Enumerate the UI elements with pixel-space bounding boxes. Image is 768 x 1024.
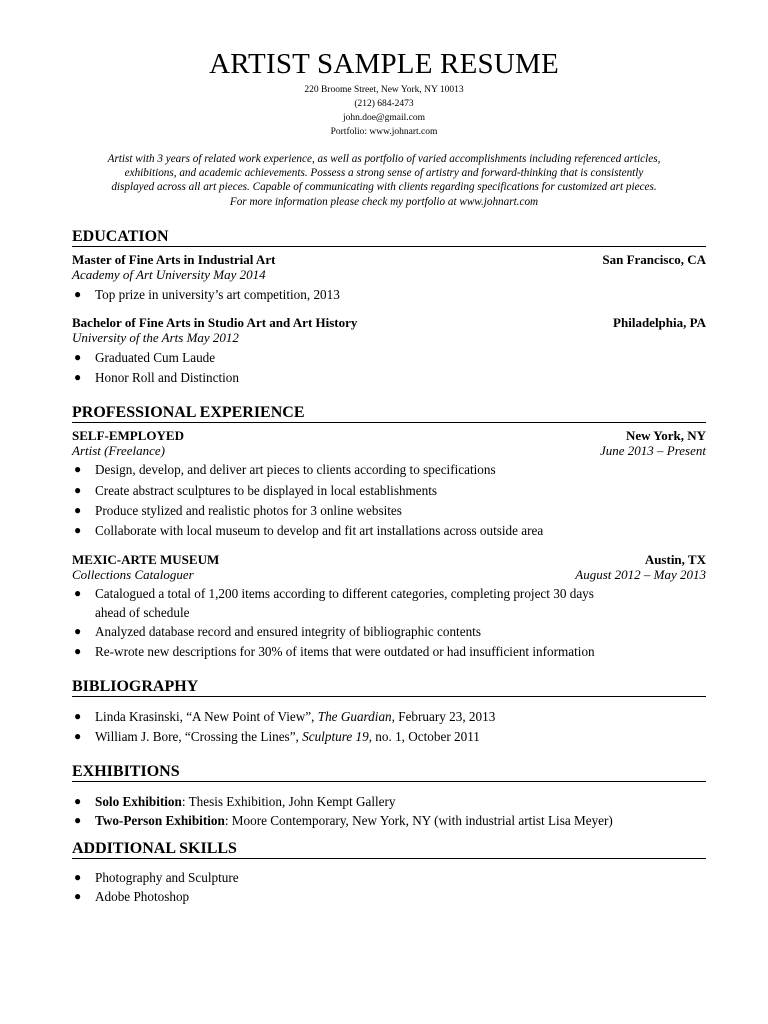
- job-dates: August 2012 – May 2013: [575, 567, 706, 582]
- job-dates: June 2013 – Present: [599, 443, 706, 458]
- bullet-icon: ●: [74, 870, 82, 884]
- degree-title: Master of Fine Arts in Industrial Art: [72, 252, 276, 267]
- list-item-text: Honor Roll and Distinction: [95, 370, 239, 385]
- list-item-text: Collaborate with local museum to develop and fit art installations across outside area: [95, 523, 544, 538]
- contact-address: 220 Broome Street, New York, NY 10013: [304, 85, 464, 95]
- job-role: Artist (Freelance): [72, 443, 166, 458]
- job-role: Collections Cataloguer: [72, 567, 194, 582]
- bullet-icon: ●: [74, 644, 82, 658]
- skill-text: Photography and Sculpture: [95, 870, 239, 885]
- bullet-icon: ●: [74, 813, 82, 827]
- bullet-icon: ●: [74, 523, 82, 537]
- contact-portfolio: Portfolio: www.johnart.com: [330, 127, 438, 137]
- exhibition-type: Two-Person Exhibition: [95, 813, 225, 828]
- citation-text: [95, 707, 695, 726]
- list-item-text: Catalogued a total of 1,200 items according to different categories, completing project 30 days: [95, 586, 594, 601]
- exhibition-type: Solo Exhibition: [95, 794, 182, 809]
- bullet-icon: ●: [74, 794, 82, 808]
- list-item-text: Analyzed database record and ensured integrity of bibliographic contents: [95, 624, 481, 639]
- exhibition-text: [95, 792, 695, 811]
- bullet-icon: ●: [74, 350, 82, 364]
- list-item-text: Design, develop, and deliver art pieces to clients according to specifications: [95, 462, 496, 477]
- section-heading-experience: PROFESSIONAL EXPERIENCE: [72, 404, 706, 423]
- section-heading-education: EDUCATION: [72, 228, 706, 247]
- section-heading-skills: ADDITIONAL SKILLS: [72, 840, 706, 859]
- employer-name: MEXIC-ARTE MUSEUM: [72, 552, 220, 567]
- citation-publication: Sculpture 19: [302, 729, 369, 744]
- skill-text: Adobe Photoshop: [95, 889, 190, 904]
- bullet-icon: ●: [74, 709, 82, 723]
- section-heading-exhibitions: EXHIBITIONS: [72, 763, 706, 782]
- contact-email: john.doe@gmail.com: [342, 113, 426, 123]
- exhibition-details: : Thesis Exhibition, John Kempt Gallery: [181, 794, 396, 809]
- education-location: San Francisco, CA: [602, 252, 706, 267]
- bullet-icon: ●: [74, 586, 82, 600]
- resume-title: ARTIST SAMPLE RESUME: [209, 48, 559, 80]
- employer-name: SELF-EMPLOYED: [72, 428, 184, 443]
- citation-text: [95, 727, 695, 746]
- exhibition-text: [95, 811, 695, 830]
- summary-paragraph: [62, 152, 706, 209]
- exhibition-details: : Moore Contemporary, New York, NY (with industrial artist Lisa Meyer): [224, 813, 613, 828]
- summary-line: Artist with 3 years of related work experience, as well as portfolio of varied accomplishments including referenced articles,: [107, 153, 661, 165]
- degree-title: Bachelor of Fine Arts in Studio Art and Art History: [72, 315, 358, 330]
- bullet-icon: ●: [74, 624, 82, 638]
- bullet-icon: ●: [74, 483, 82, 497]
- list-item-text: Top prize in university’s art competition, 2013: [95, 287, 340, 302]
- summary-line: exhibitions, and academic achievements. Possess a strong sense of artistry and forward-thinking that is consistently: [124, 167, 644, 180]
- list-item-text: Graduated Cum Laude: [95, 350, 216, 365]
- school-and-date: University of the Arts May 2012: [72, 330, 239, 345]
- bullet-icon: ●: [74, 503, 82, 517]
- citation-author-title: Linda Krasinski, “A New Point of View”,: [95, 709, 318, 724]
- citation-date: February 23, 2013: [394, 709, 496, 724]
- job-location: New York, NY: [625, 428, 706, 443]
- list-item-text: Re-wrote new descriptions for 30% of items that were outdated or had insufficient information: [95, 644, 595, 659]
- bullet-icon: ●: [74, 462, 82, 476]
- list-item-text: Create abstract sculptures to be displayed in local establishments: [95, 483, 438, 498]
- list-item-text: Produce stylized and realistic photos for 3 online websites: [95, 503, 402, 518]
- bullet-icon: ●: [74, 889, 82, 903]
- summary-line: For more information please check my portfolio at www.johnart.com: [229, 195, 539, 208]
- school-and-date: Academy of Art University May 2014: [72, 267, 266, 282]
- citation-date: , no. 1, October 2011: [368, 729, 480, 744]
- education-location: Philadelphia, PA: [613, 315, 706, 330]
- contact-phone: (212) 684-2473: [354, 99, 414, 109]
- bullet-icon: ●: [74, 729, 82, 743]
- list-item-text-continued: ahead of schedule: [95, 605, 190, 620]
- citation-publication: The Guardian,: [317, 709, 395, 724]
- section-heading-bibliography: BIBLIOGRAPHY: [72, 678, 706, 697]
- citation-author-title: William J. Bore, “Crossing the Lines”,: [95, 729, 303, 744]
- bullet-icon: ●: [74, 287, 82, 301]
- bullet-icon: ●: [74, 370, 82, 384]
- job-location: Austin, TX: [644, 552, 706, 567]
- summary-line: displayed across all art pieces. Capable of communicating with clients regarding specifications for customized art pieces.: [111, 181, 657, 194]
